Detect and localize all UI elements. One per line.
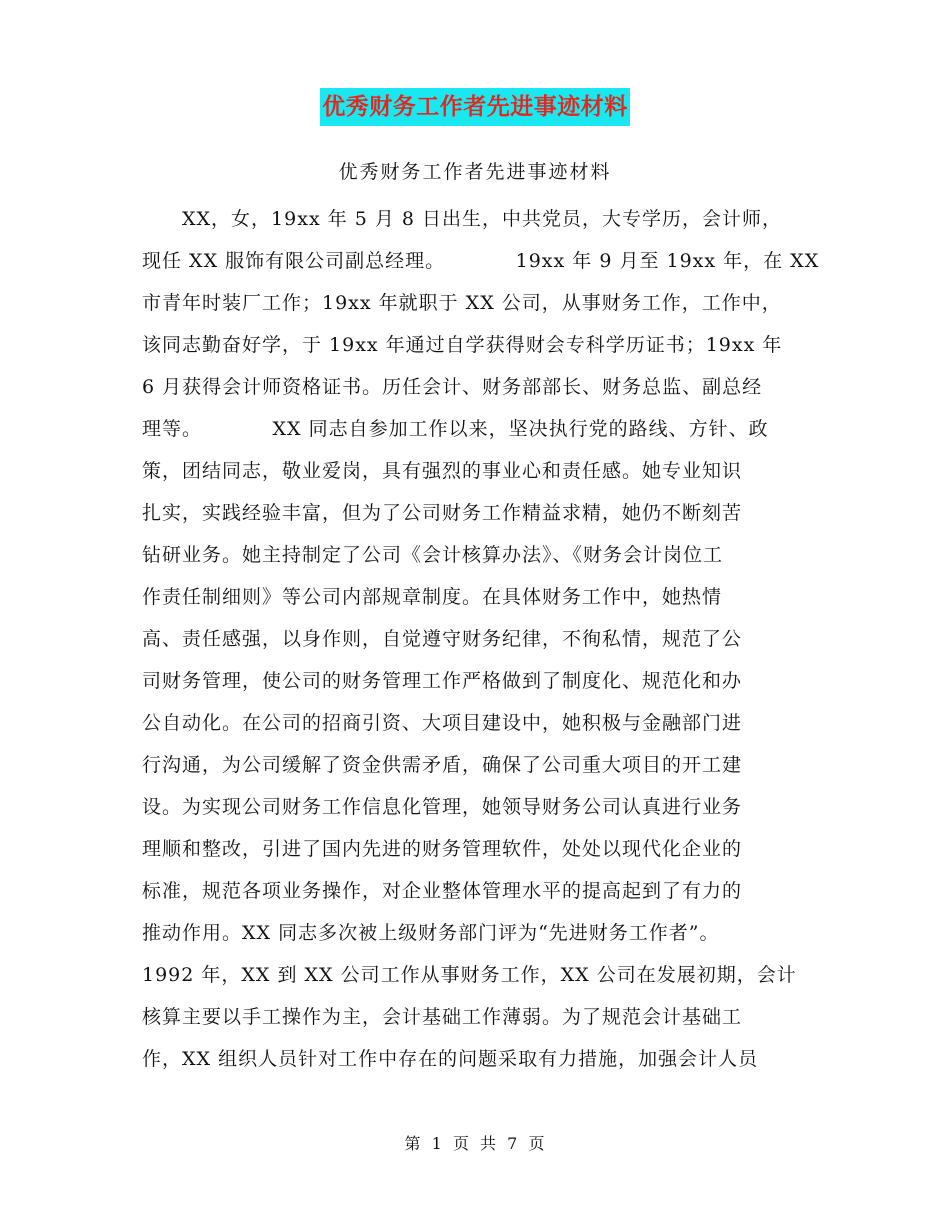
body-line: 作责任制细则》等公司内部规章制度。在具体财务工作中，她热情 — [142, 586, 723, 608]
body-line: 扎实，实践经验丰富，但为了公司财务工作精益求精，她仍不断刻苦 — [142, 502, 743, 524]
body-line: XX，女，19xx 年 5 月 8 日出生，中共党员，大专学历，会计师， — [142, 208, 783, 230]
body-line: 作，XX 组织人员针对工作中存在的问题采取有力措施，加强会计人员 — [142, 1048, 759, 1070]
document-title: 优秀财务工作者先进事迹材料 — [320, 88, 630, 126]
body-line: 高、责任感强，以身作则，自觉遵守财务纪律，不徇私情，规范了公 — [142, 628, 743, 650]
body-line: 行沟通，为公司缓解了资金供需矛盾，确保了公司重大项目的开工建 — [142, 754, 743, 776]
footer-page-prefix: 第 — [404, 1134, 422, 1153]
body-line: 6 月获得会计师资格证书。历任会计、财务部部长、财务总监、副总经 — [142, 376, 763, 398]
document-title-container — [0, 88, 950, 126]
body-line: 公自动化。在公司的招商引资、大项目建设中，她积极与金融部门进 — [142, 712, 743, 734]
body-line: 钻研业务。她主持制定了公司《会计核算办法》、《财务会计岗位工 — [142, 544, 724, 566]
body-line: 策，团结同志，敬业爱岗，具有强烈的事业心和责任感。她专业知识 — [142, 460, 743, 482]
body-line: 现任 XX 服饰有限公司副总经理。 19xx 年 9 月至 19xx 年，在 XX — [142, 250, 820, 272]
body-line: 设。为实现公司财务工作信息化管理，她领导财务公司认真进行业务 — [142, 796, 743, 818]
body-line: 核算主要以手工操作为主，会计基础工作薄弱。为了规范会计基础工 — [142, 1006, 743, 1028]
body-line: 推动作用。XX 同志多次被上级财务部门评为“先进财务工作者”。 — [142, 922, 720, 944]
body-line: 理顺和整改，引进了国内先进的财务管理软件，处处以现代化企业的 — [142, 838, 743, 860]
body-line: 市青年时装厂工作；19xx 年就职于 XX 公司，从事财务工作，工作中， — [142, 292, 782, 314]
footer-page-number: 1 — [431, 1134, 443, 1153]
document-body — [142, 198, 820, 1080]
body-line: 司财务管理，使公司的财务管理工作严格做到了制度化、规范化和办 — [142, 670, 743, 692]
footer-total-suffix: 页 — [528, 1134, 546, 1153]
body-line: 该同志勤奋好学，于 19xx 年通过自学获得财会专科学历证书；19xx 年 — [142, 334, 783, 356]
document-subtitle: 优秀财务工作者先进事迹材料 — [338, 161, 612, 183]
footer-total-pages: 7 — [507, 1134, 519, 1153]
footer-total-prefix: 共 — [480, 1134, 498, 1153]
page-footer — [0, 1132, 950, 1156]
body-line: 理等。 XX 同志自参加工作以来，坚决执行党的路线、方针、政 — [142, 418, 769, 440]
footer-page-label: 页 — [452, 1134, 470, 1153]
body-line: 标准，规范各项业务操作，对企业整体管理水平的提高起到了有力的 — [142, 880, 743, 902]
body-line: 1992 年，XX 到 XX 公司工作从事财务工作，XX 公司在发展初期，会计 — [142, 964, 797, 986]
